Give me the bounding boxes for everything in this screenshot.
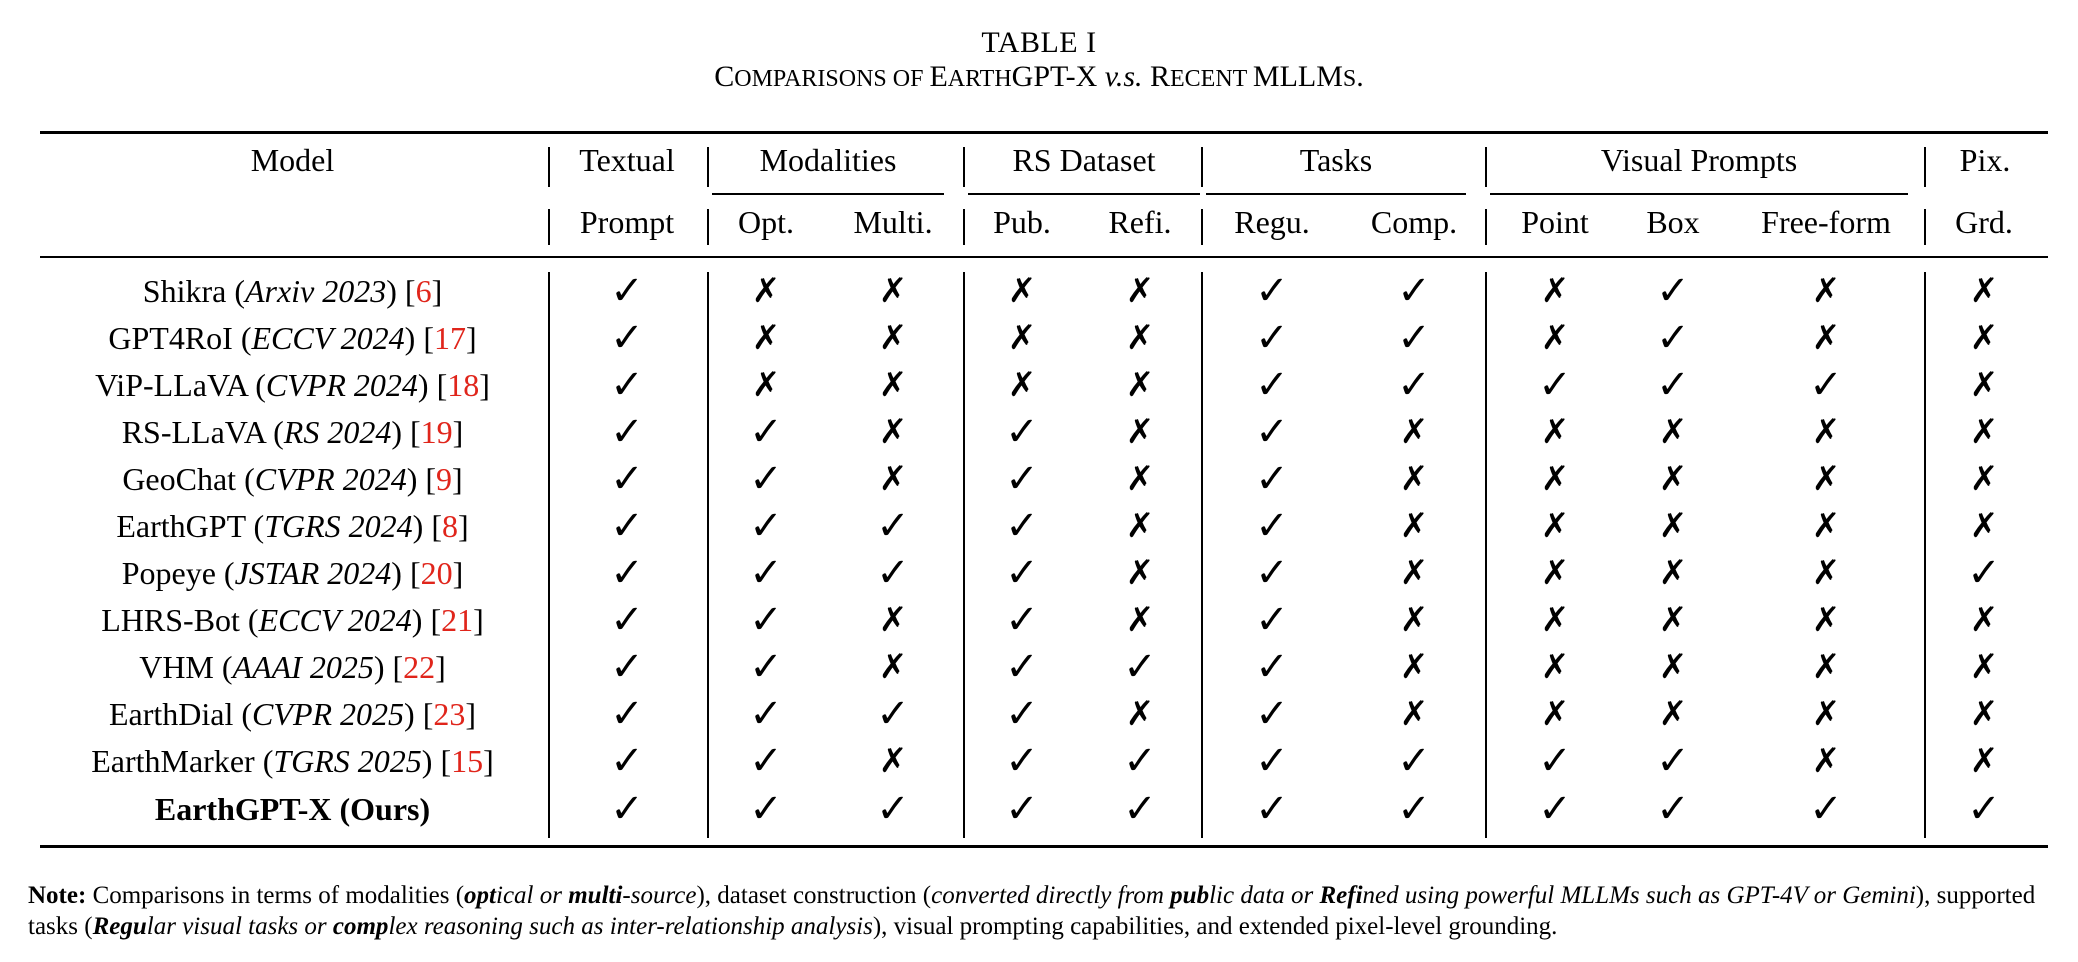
check-mark-icon: ✓ (610, 503, 644, 548)
check-mark-icon: ✓ (1809, 786, 1843, 831)
check-mark-icon: ✓ (610, 456, 644, 501)
check-mark-icon: ✓ (1005, 644, 1039, 689)
model-name: RS-LLaVA (RS 2024) [19] (121, 414, 464, 450)
model-venue: CVPR 2024 (265, 367, 418, 403)
model-name: GeoChat (CVPR 2024) [9] (122, 461, 463, 497)
note-text: Regu (92, 913, 147, 940)
cross-mark-icon: ✗ (1007, 320, 1037, 357)
model-venue: RS 2024 (283, 414, 392, 450)
cross-mark-icon: ✗ (1399, 649, 1429, 686)
model-venue: CVPR 2025 (252, 696, 405, 732)
cross-mark-icon: ✗ (1007, 367, 1037, 404)
check-mark-icon: ✓ (610, 644, 644, 689)
table-number: TABLE I (981, 26, 1097, 59)
check-mark-icon: ✓ (610, 597, 644, 642)
model-venue: ECCV 2024 (258, 602, 412, 638)
cross-mark-icon: ✗ (1540, 602, 1570, 639)
cross-mark-icon: ✗ (1811, 649, 1841, 686)
check-mark-icon: ✓ (1005, 786, 1039, 831)
model-name: EarthDial (CVPR 2025) [23] (109, 696, 476, 732)
cross-mark-icon: ✗ (1811, 320, 1841, 357)
cross-mark-icon: ✗ (1658, 461, 1688, 498)
cross-mark-icon: ✗ (1540, 461, 1570, 498)
cross-mark-icon: ✗ (1969, 367, 1999, 404)
check-mark-icon: ✓ (1397, 315, 1431, 360)
cross-mark-icon: ✗ (878, 414, 908, 451)
model-name: EarthMarker (TGRS 2025) [15] (91, 743, 494, 779)
cross-mark-icon: ✗ (1540, 414, 1570, 451)
note-text: ical or (496, 882, 569, 909)
check-mark-icon: ✓ (876, 550, 910, 595)
subheader-grd: Grd. (1955, 204, 2013, 240)
column-separator (707, 147, 709, 187)
check-mark-icon: ✓ (610, 786, 644, 831)
note-text: ), supported tasks ( (28, 882, 2036, 940)
citation-link[interactable]: 15 (451, 743, 484, 779)
check-mark-icon: ✓ (1255, 362, 1289, 407)
note-text: Refi (1319, 882, 1363, 909)
check-mark-icon: ✓ (1967, 550, 2001, 595)
cross-mark-icon: ✗ (878, 273, 908, 310)
check-mark-icon: ✓ (1255, 268, 1289, 313)
model-venue: CVPR 2024 (254, 461, 407, 497)
check-mark-icon: ✓ (1538, 786, 1572, 831)
cross-mark-icon: ✗ (1969, 414, 1999, 451)
check-mark-icon: ✓ (749, 738, 783, 783)
modalities-underline (712, 193, 944, 195)
check-mark-icon: ✓ (1809, 362, 1843, 407)
cross-mark-icon: ✗ (878, 320, 908, 357)
check-mark-icon: ✓ (876, 503, 910, 548)
citation-link[interactable]: 9 (436, 461, 453, 497)
model-name: GPT4RoI (ECCV 2024) [17] (108, 320, 477, 356)
model-name: Shikra (Arxiv 2023) [6] (142, 273, 443, 309)
check-mark-icon: ✓ (610, 738, 644, 783)
cross-mark-icon: ✗ (1658, 649, 1688, 686)
cross-mark-icon: ✗ (1540, 320, 1570, 357)
check-mark-icon: ✓ (610, 268, 644, 313)
check-mark-icon: ✓ (1255, 550, 1289, 595)
note-text: ), dataset construction ( (696, 882, 932, 909)
citation-link[interactable]: 17 (433, 320, 466, 356)
check-mark-icon: ✓ (610, 315, 644, 360)
cross-mark-icon: ✗ (1658, 602, 1688, 639)
note-text: converted directly from (931, 882, 1171, 909)
note-text: lic data or (1209, 882, 1320, 909)
cross-mark-icon: ✗ (1125, 602, 1155, 639)
cross-mark-icon: ✗ (878, 461, 908, 498)
column-separator (1201, 272, 1203, 838)
cross-mark-icon: ✗ (878, 743, 908, 780)
check-mark-icon: ✓ (749, 597, 783, 642)
cross-mark-icon: ✗ (1811, 743, 1841, 780)
cross-mark-icon: ✗ (1658, 555, 1688, 592)
citation-link[interactable]: 23 (433, 696, 466, 732)
check-mark-icon: ✓ (1397, 786, 1431, 831)
cross-mark-icon: ✗ (1399, 508, 1429, 545)
column-separator (1485, 272, 1487, 838)
header-rs-dataset: RS Dataset (1012, 142, 1156, 178)
note-text: multi (568, 882, 623, 909)
cross-mark-icon: ✗ (1969, 743, 1999, 780)
note-text: lar visual tasks or (146, 913, 333, 940)
check-mark-icon: ✓ (610, 691, 644, 736)
cross-mark-icon: ✗ (1125, 461, 1155, 498)
check-mark-icon: ✓ (749, 503, 783, 548)
check-mark-icon: ✓ (1005, 503, 1039, 548)
cross-mark-icon: ✗ (1007, 273, 1037, 310)
cross-mark-icon: ✗ (751, 320, 781, 357)
cross-mark-icon: ✗ (751, 367, 781, 404)
citation-link[interactable]: 20 (420, 555, 453, 591)
model-venue: TGRS 2024 (264, 508, 413, 544)
check-mark-icon: ✓ (1005, 691, 1039, 736)
note-text: Comparisons in terms of modalities ( (86, 882, 465, 909)
note-text: comp (332, 913, 389, 940)
check-mark-icon: ✓ (1397, 268, 1431, 313)
cross-mark-icon: ✗ (1125, 273, 1155, 310)
cross-mark-icon: ✗ (1399, 555, 1429, 592)
check-mark-icon: ✓ (1538, 362, 1572, 407)
cross-mark-icon: ✗ (1658, 696, 1688, 733)
bottom-rule (40, 845, 2048, 848)
header-textual: Textual (579, 142, 675, 178)
check-mark-icon: ✓ (749, 644, 783, 689)
citation-link[interactable]: 22 (403, 649, 436, 685)
visual-prompts-underline (1490, 193, 1908, 195)
check-mark-icon: ✓ (749, 691, 783, 736)
column-separator (1924, 147, 1926, 187)
cross-mark-icon: ✗ (1658, 508, 1688, 545)
cross-mark-icon: ✗ (1969, 696, 1999, 733)
note-text: opt (464, 882, 496, 909)
cross-mark-icon: ✗ (1811, 414, 1841, 451)
model-venue: AAAI 2025 (232, 649, 374, 685)
cross-mark-icon: ✗ (1125, 367, 1155, 404)
cross-mark-icon: ✗ (1811, 696, 1841, 733)
citation-link[interactable]: 6 (415, 273, 432, 309)
check-mark-icon: ✓ (1967, 786, 2001, 831)
cross-mark-icon: ✗ (1969, 320, 1999, 357)
check-mark-icon: ✓ (1005, 597, 1039, 642)
model-venue: Arxiv 2023 (244, 273, 387, 309)
table-note (28, 880, 2058, 942)
check-mark-icon: ✓ (1656, 738, 1690, 783)
header-rule (40, 256, 2048, 258)
rs-dataset-underline (968, 193, 1200, 195)
header-modalities: Modalities (759, 142, 897, 178)
check-mark-icon: ✓ (1255, 738, 1289, 783)
check-mark-icon: ✓ (1538, 738, 1572, 783)
cross-mark-icon: ✗ (1540, 508, 1570, 545)
cross-mark-icon: ✗ (1399, 414, 1429, 451)
check-mark-icon: ✓ (1255, 691, 1289, 736)
cross-mark-icon: ✗ (1125, 508, 1155, 545)
subheader-multi: Multi. (853, 204, 933, 240)
citation-link[interactable]: 8 (441, 508, 458, 544)
note-text: -source (622, 882, 697, 909)
check-mark-icon: ✓ (1123, 786, 1157, 831)
check-mark-icon: ✓ (1005, 738, 1039, 783)
cross-mark-icon: ✗ (1540, 696, 1570, 733)
cross-mark-icon: ✗ (1125, 414, 1155, 451)
cross-mark-icon: ✗ (1969, 649, 1999, 686)
column-separator (1924, 272, 1926, 838)
cross-mark-icon: ✗ (1125, 555, 1155, 592)
check-mark-icon: ✓ (1255, 456, 1289, 501)
subheader-opt: Opt. (738, 204, 794, 240)
check-mark-icon: ✓ (1656, 362, 1690, 407)
check-mark-icon: ✓ (1255, 786, 1289, 831)
model-venue: TGRS 2025 (273, 743, 422, 779)
check-mark-icon: ✓ (1005, 550, 1039, 595)
cross-mark-icon: ✗ (1540, 273, 1570, 310)
citation-link[interactable]: 19 (420, 414, 453, 450)
check-mark-icon: ✓ (876, 786, 910, 831)
check-mark-icon: ✓ (1397, 738, 1431, 783)
cross-mark-icon: ✗ (1811, 602, 1841, 639)
subheader-regu: Regu. (1234, 204, 1310, 240)
subheader-free-form: Free-form (1761, 204, 1891, 240)
check-mark-icon: ✓ (1123, 738, 1157, 783)
model-venue: JSTAR 2024 (234, 555, 392, 591)
cross-mark-icon: ✗ (1658, 414, 1688, 451)
model-name: VHM (AAAI 2025) [22] (139, 649, 446, 685)
cross-mark-icon: ✗ (878, 367, 908, 404)
cross-mark-icon: ✗ (1811, 461, 1841, 498)
cross-mark-icon: ✗ (1969, 602, 1999, 639)
check-mark-icon: ✓ (1255, 503, 1289, 548)
check-mark-icon: ✓ (1255, 644, 1289, 689)
check-mark-icon: ✓ (610, 550, 644, 595)
column-separator (548, 147, 550, 187)
check-mark-icon: ✓ (1123, 644, 1157, 689)
check-mark-icon: ✓ (749, 456, 783, 501)
top-rule (40, 131, 2048, 134)
subheader-refi: Refi. (1108, 204, 1172, 240)
check-mark-icon: ✓ (1656, 315, 1690, 360)
check-mark-icon: ✓ (1005, 456, 1039, 501)
check-mark-icon: ✓ (1397, 362, 1431, 407)
check-mark-icon: ✓ (749, 786, 783, 831)
note-text: ), visual prompting capabilities, and extended pixel-level grounding. (872, 913, 1558, 940)
note-text: ned using powerful MLLMs such as GPT-4V or Gemini (1362, 882, 1916, 909)
header-tasks: Tasks (1299, 142, 1373, 178)
subheader-pub: Pub. (993, 204, 1051, 240)
header-model: Model (250, 142, 335, 178)
cross-mark-icon: ✗ (1811, 508, 1841, 545)
cross-mark-icon: ✗ (1125, 696, 1155, 733)
cross-mark-icon: ✗ (1969, 461, 1999, 498)
cross-mark-icon: ✗ (878, 602, 908, 639)
tasks-underline (1206, 193, 1466, 195)
citation-link[interactable]: 18 (447, 367, 480, 403)
subheader-box: Box (1646, 204, 1700, 240)
model-name: ViP-LLaVA (CVPR 2024) [18] (95, 367, 490, 403)
cross-mark-icon: ✗ (1399, 461, 1429, 498)
model-name: Popeye (JSTAR 2024) [20] (121, 555, 464, 591)
check-mark-icon: ✓ (610, 362, 644, 407)
cross-mark-icon: ✗ (1811, 273, 1841, 310)
check-mark-icon: ✓ (610, 409, 644, 454)
check-mark-icon: ✓ (1656, 268, 1690, 313)
cross-mark-icon: ✗ (1811, 555, 1841, 592)
cross-mark-icon: ✗ (751, 273, 781, 310)
model-venue: ECCV 2024 (251, 320, 405, 356)
model-name: LHRS-Bot (ECCV 2024) [21] (101, 602, 484, 638)
model-name: EarthGPT (TGRS 2024) [8] (116, 508, 469, 544)
header-visual-prompts: Visual Prompts (1600, 142, 1798, 178)
cross-mark-icon: ✗ (1969, 273, 1999, 310)
column-separator (707, 272, 709, 838)
column-separator (963, 272, 965, 838)
check-mark-icon: ✓ (1255, 597, 1289, 642)
note-label: Note: (28, 882, 87, 909)
check-mark-icon: ✓ (749, 409, 783, 454)
subheader-comp: Comp. (1370, 204, 1458, 240)
note-text: pub (1170, 882, 1210, 909)
cross-mark-icon: ✗ (1969, 508, 1999, 545)
check-mark-icon: ✓ (1005, 409, 1039, 454)
cross-mark-icon: ✗ (1399, 602, 1429, 639)
table-title: COMPARISONS OF EARTHGPT-X v.s. RECENT MLLMS. (714, 60, 1364, 93)
cross-mark-icon: ✗ (1399, 696, 1429, 733)
cross-mark-icon: ✗ (1125, 320, 1155, 357)
check-mark-icon: ✓ (1255, 315, 1289, 360)
column-separator (548, 272, 550, 838)
column-separator (1201, 147, 1203, 187)
check-mark-icon: ✓ (749, 550, 783, 595)
check-mark-icon: ✓ (876, 691, 910, 736)
check-mark-icon: ✓ (1656, 786, 1690, 831)
note-text: lex reasoning such as inter-relationship analysis (388, 913, 873, 940)
check-mark-icon: ✓ (1255, 409, 1289, 454)
model-name: EarthGPT-X (Ours) (154, 791, 431, 827)
column-separator (963, 147, 965, 187)
subheader-textual-prompt: Prompt (579, 204, 675, 240)
cross-mark-icon: ✗ (878, 649, 908, 686)
citation-link[interactable]: 21 (441, 602, 474, 638)
cross-mark-icon: ✗ (1540, 649, 1570, 686)
cross-mark-icon: ✗ (1540, 555, 1570, 592)
column-separator (1485, 147, 1487, 187)
subheader-point: Point (1521, 204, 1589, 240)
header-pix: Pix. (1959, 142, 2011, 178)
